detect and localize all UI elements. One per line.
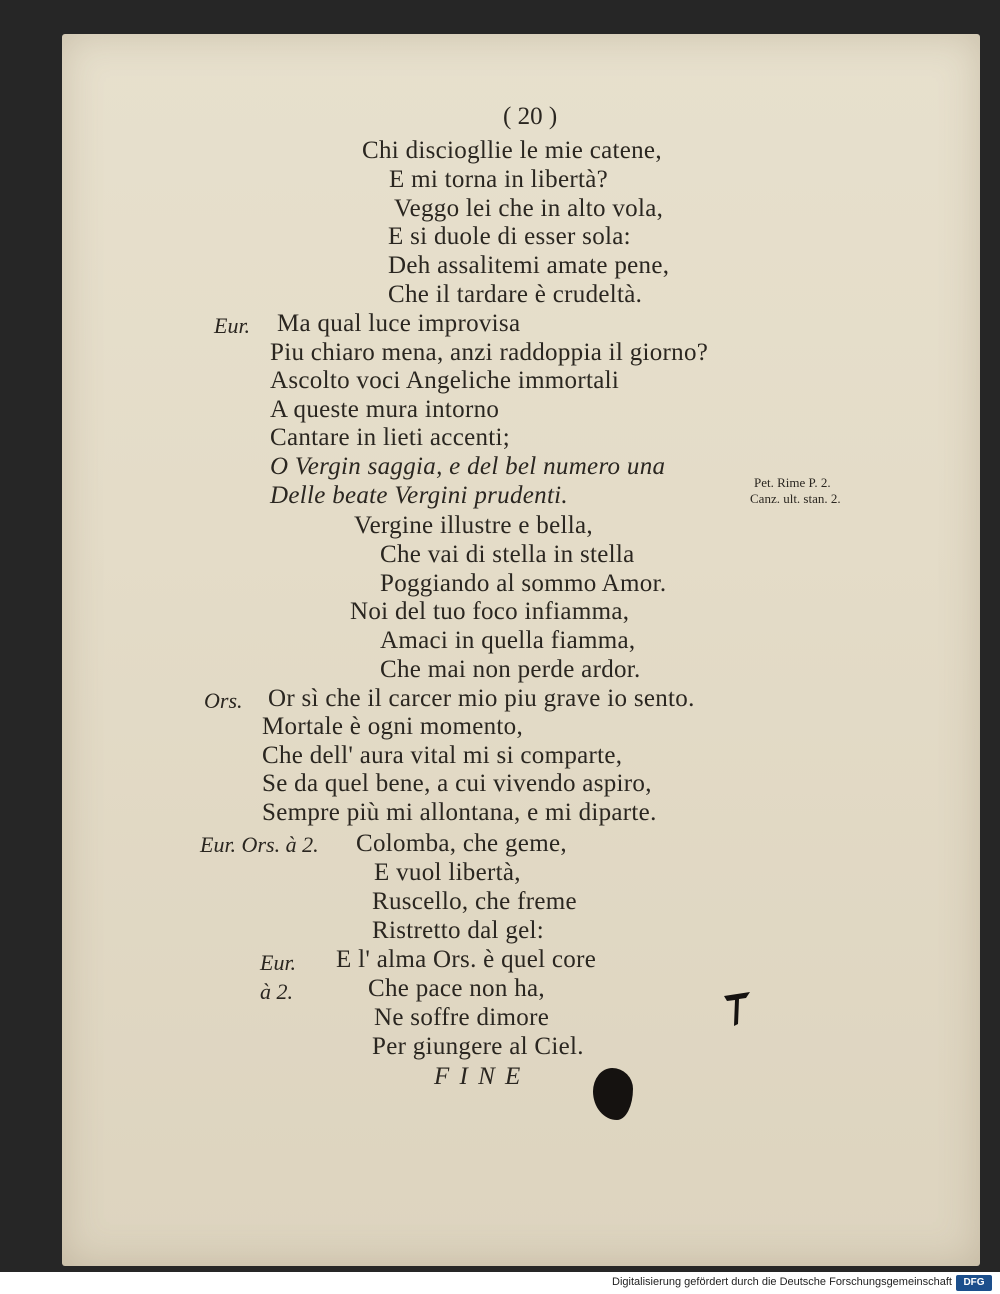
verse-line: Poggiando al sommo Amor.	[380, 570, 667, 597]
verse-line: E si duole di esser sola:	[388, 223, 631, 250]
verse-line: Ascolto voci Angeliche immortali	[270, 367, 620, 394]
verse-line: Che mai non perde ardor.	[380, 656, 641, 683]
verse-line: Ma qual luce improvisa	[277, 310, 521, 337]
ink-mark	[722, 990, 752, 1028]
verse-line-quote: O Vergin saggia, e del bel numero una	[270, 453, 666, 480]
verse-line: E l' alma Ors. è quel core	[336, 946, 597, 973]
speaker-label: à 2.	[260, 979, 293, 1004]
verse-line: Per giungere al Ciel.	[372, 1033, 584, 1060]
verse-line-quote: Delle beate Vergini prudenti.	[270, 482, 568, 509]
verse-line: Noi del tuo foco infiamma,	[350, 598, 630, 625]
verse-line: Ne soffre dimore	[374, 1004, 550, 1031]
verse-line: Vergine illustre e bella,	[354, 512, 593, 539]
page-number: ( 20 )	[503, 103, 558, 130]
verse-line: Veggo lei che in alto vola,	[394, 195, 664, 222]
margin-note: Pet. Rime P. 2.	[754, 475, 831, 490]
verse-line: Se da quel bene, a cui vivendo aspiro,	[262, 770, 652, 797]
speaker-label: Eur.	[260, 950, 297, 975]
verse-line: A queste mura intorno	[270, 396, 500, 423]
verse-line: Che pace non ha,	[368, 975, 545, 1002]
fine-ending: F I N E	[434, 1063, 523, 1090]
verse-line: Chi disciogllie le mie catene,	[362, 137, 662, 164]
verse-line: Colomba, che geme,	[356, 830, 567, 857]
speaker-label: Ors.	[204, 688, 243, 713]
verse-line: Che il tardare è crudeltà.	[388, 281, 643, 308]
funding-credit: Digitalisierung gefördert durch die Deutsche Forschungsgemeinschaft	[612, 1276, 952, 1288]
footer-bar	[0, 1272, 1000, 1294]
verse-line: Ristretto dal gel:	[372, 917, 545, 944]
verse-line: E mi torna in libertà?	[389, 166, 609, 193]
verse-line: Piu chiaro mena, anzi raddoppia il giorno?	[270, 339, 709, 366]
speaker-label: Eur.	[214, 313, 251, 338]
verse-line: Che vai di stella in stella	[380, 541, 635, 568]
verse-line: Or sì che il carcer mio piu grave io sento.	[268, 685, 695, 712]
dfg-logo: DFG	[956, 1275, 992, 1291]
speaker-label: Eur. Ors. à 2.	[200, 832, 319, 857]
verse-line: Che dell' aura vital mi si comparte,	[262, 742, 623, 769]
margin-note: Canz. ult. stan. 2.	[750, 491, 841, 506]
verse-line: Deh assalitemi amate pene,	[388, 252, 670, 279]
verse-line: Ruscello, che freme	[372, 888, 577, 915]
verse-line: Sempre più mi allontana, e mi diparte.	[262, 799, 657, 826]
verse-line: E vuol libertà,	[374, 859, 521, 886]
verse-line: Amaci in quella fiamma,	[380, 627, 636, 654]
verse-line: Cantare in lieti accenti;	[270, 424, 511, 451]
verse-line: Mortale è ogni momento,	[262, 713, 524, 740]
